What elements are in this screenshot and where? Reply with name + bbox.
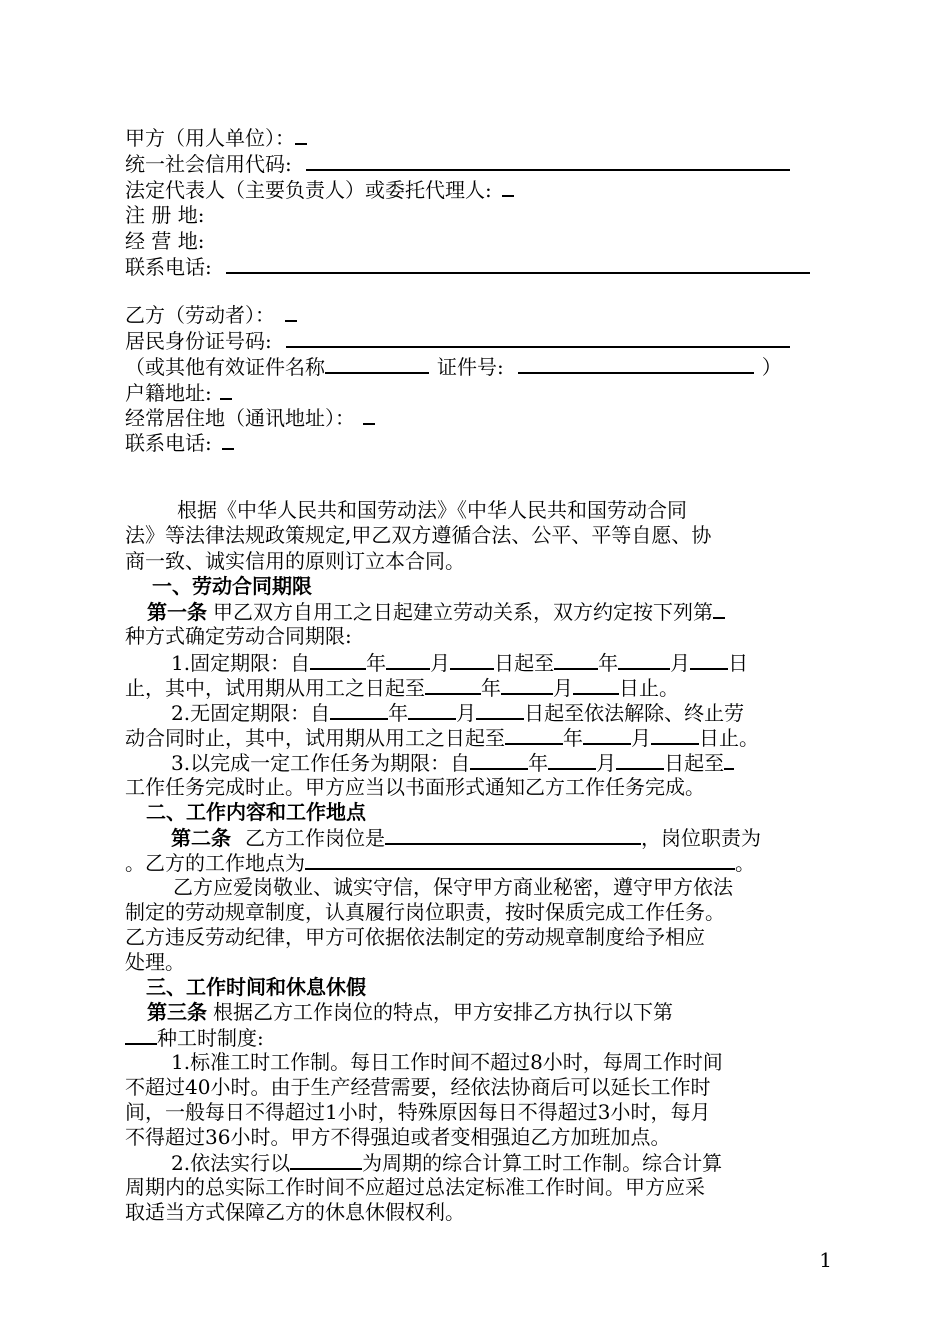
article-1-label: 第一条 bbox=[147, 600, 207, 623]
party-b-phone-row bbox=[125, 430, 835, 454]
probation-month-blank[interactable] bbox=[501, 675, 553, 695]
article-2-para-line: 乙方应爱岗敬业、诚实守信，保守甲方商业秘密，遵守甲方依法 bbox=[173, 875, 733, 899]
article-2-text: 乙方工作岗位是 bbox=[245, 826, 385, 849]
party-b-id-row bbox=[125, 328, 835, 352]
year-unit: 年 bbox=[388, 701, 409, 724]
preamble-line: 法》等法律法规政策规定,甲乙双方遵循合法、公平、平等自愿、协 bbox=[125, 523, 712, 547]
article-1-line-1 bbox=[125, 599, 835, 623]
section-1-title: 一、劳动合同期限 bbox=[152, 574, 312, 598]
party-b-name-row bbox=[125, 302, 835, 326]
article-2-label: 第二条 bbox=[171, 826, 231, 849]
party-b-phone-blank[interactable] bbox=[222, 430, 234, 450]
op-address-label: 经 营 地: bbox=[125, 229, 205, 253]
id-number-blank[interactable] bbox=[286, 328, 790, 348]
task-term-label: 3.以完成一定工作任务为期限：自 bbox=[171, 751, 471, 774]
legal-rep-blank[interactable] bbox=[502, 177, 514, 197]
reg-address-label: 注 册 地: bbox=[125, 203, 205, 227]
other-id-number-blank[interactable] bbox=[518, 354, 754, 374]
party-a-op-row bbox=[125, 229, 835, 253]
fixed-end-year-blank[interactable] bbox=[554, 650, 598, 670]
open-term-line-1 bbox=[125, 700, 835, 724]
party-a-phone-row bbox=[125, 254, 835, 278]
party-b-other-id-row bbox=[125, 354, 835, 378]
fixed-start-day-blank[interactable] bbox=[450, 650, 494, 670]
standard-hours-line: 间，一般每日不得超过1小时，特殊原因每日不得超过3小时，每月 bbox=[125, 1100, 711, 1124]
party-a-name-blank[interactable] bbox=[295, 125, 307, 145]
open-probation-text: 动合同时止，其中，试用期从用工之日起至 bbox=[125, 726, 505, 749]
year-unit: 年 bbox=[598, 651, 619, 674]
probation-day-blank[interactable] bbox=[573, 675, 619, 695]
task-start-day-blank[interactable] bbox=[616, 750, 664, 770]
task-end-blank[interactable] bbox=[724, 750, 734, 770]
article-2-duty-text: ，岗位职责为 bbox=[641, 826, 761, 849]
comprehensive-hours-text-2: 为周期的综合计算工时工作制。综合计算 bbox=[362, 1151, 723, 1174]
work-location-blank[interactable] bbox=[305, 850, 735, 870]
month-unit: 月 bbox=[670, 651, 691, 674]
job-position-blank[interactable] bbox=[385, 825, 641, 845]
task-start-year-blank[interactable] bbox=[470, 750, 528, 770]
article-2-para-line: 处理。 bbox=[125, 950, 185, 974]
article-1-choice-blank[interactable] bbox=[713, 599, 725, 619]
task-term-line-2: 工作任务完成时止。甲方应当以书面形式通知乙方工作任务完成。 bbox=[125, 775, 705, 799]
month-unit: 月 bbox=[631, 726, 651, 749]
task-term-line-1 bbox=[125, 750, 835, 774]
task-term-text: 日起至 bbox=[664, 751, 725, 774]
probation-text: 止，其中，试用期从用工之日起至 bbox=[125, 676, 425, 699]
article-3-line-2 bbox=[125, 1025, 835, 1049]
month-unit: 月 bbox=[430, 651, 451, 674]
comprehensive-hours-line-1 bbox=[125, 1150, 835, 1174]
fixed-term-line-1 bbox=[125, 650, 835, 674]
residence-blank[interactable] bbox=[363, 405, 375, 425]
open-start-month-blank[interactable] bbox=[408, 700, 456, 720]
article-2-para-line: 制定的劳动规章制度，认真履行岗位职责，按时保质完成工作任务。 bbox=[125, 900, 725, 924]
article-2-line-1 bbox=[125, 825, 835, 849]
open-term-label: 2.无固定期限：自 bbox=[171, 701, 331, 724]
credit-code-blank[interactable] bbox=[306, 151, 790, 171]
year-unit: 年 bbox=[563, 726, 583, 749]
fixed-start-month-blank[interactable] bbox=[386, 650, 430, 670]
year-unit: 年 bbox=[481, 676, 501, 699]
fixed-term-label: 1.固定期限：自 bbox=[171, 651, 311, 674]
credit-code-label: 统一社会信用代码: bbox=[125, 152, 292, 175]
page-number: 1 bbox=[819, 1248, 832, 1272]
article-2-line-2 bbox=[125, 850, 835, 874]
period-mark: 。 bbox=[735, 851, 755, 874]
party-b-name-label: 乙方（劳动者）： bbox=[125, 303, 275, 326]
party-a-phone-blank[interactable] bbox=[226, 254, 810, 274]
other-id-number-label: 证件号: bbox=[437, 355, 504, 378]
comprehensive-period-blank[interactable] bbox=[290, 1150, 362, 1170]
section-2-title: 二、工作内容和工作地点 bbox=[146, 800, 366, 824]
article-1-text: 甲乙双方自用工之日起建立劳动关系，双方约定按下列第 bbox=[213, 600, 713, 623]
article-3-text: 根据乙方工作岗位的特点，甲方安排乙方执行以下第 bbox=[213, 1000, 673, 1024]
day-end-unit: 日止。 bbox=[619, 676, 679, 699]
article-3-line-1 bbox=[125, 1000, 835, 1024]
party-b-phone-label: 联系电话: bbox=[125, 431, 212, 454]
fixed-end-month-blank[interactable] bbox=[618, 650, 670, 670]
party-a-rep-row bbox=[125, 177, 835, 201]
work-location-label: 。乙方的工作地点为 bbox=[125, 851, 305, 874]
comprehensive-hours-line: 取适当方式保障乙方的休息休假权利。 bbox=[125, 1200, 465, 1224]
comprehensive-hours-line: 周期内的总实际工作时间不应超过总法定标准工作时间。甲方应采 bbox=[125, 1175, 705, 1199]
year-unit: 年 bbox=[528, 751, 549, 774]
open-start-day-blank[interactable] bbox=[476, 700, 524, 720]
month-unit: 月 bbox=[456, 701, 477, 724]
month-unit: 月 bbox=[596, 751, 617, 774]
open-probation-day-blank[interactable] bbox=[651, 725, 699, 745]
comprehensive-hours-text: 2.依法实行以 bbox=[171, 1151, 291, 1174]
fixed-term-line-2 bbox=[125, 675, 835, 699]
legal-rep-label: 法定代表人（主要负责人）或委托代理人: bbox=[125, 178, 492, 201]
id-number-label: 居民身份证号码: bbox=[125, 329, 272, 352]
preamble-line: 商一致、诚实信用的原则订立本合同。 bbox=[125, 549, 465, 573]
article-1-line-2: 种方式确定劳动合同期限: bbox=[125, 624, 352, 648]
probation-year-blank[interactable] bbox=[425, 675, 481, 695]
article-2-para-line: 乙方违反劳动纪律，甲方可依据依法制定的劳动规章制度给予相应 bbox=[125, 925, 705, 949]
party-a-name-label: 甲方（用人单位）： bbox=[125, 126, 295, 149]
standard-hours-line: 1.标准工时工作制。每日工作时间不超过8小时，每周工作时间 bbox=[171, 1050, 723, 1074]
task-start-month-blank[interactable] bbox=[548, 750, 596, 770]
household-blank[interactable] bbox=[220, 380, 232, 400]
party-a-phone-label: 联系电话: bbox=[125, 255, 212, 278]
party-a-reg-row bbox=[125, 203, 835, 227]
open-probation-month-blank[interactable] bbox=[583, 725, 631, 745]
fixed-end-day-blank[interactable] bbox=[690, 650, 728, 670]
month-unit: 月 bbox=[553, 676, 573, 699]
open-term-text: 日起至依法解除、终止劳 bbox=[524, 701, 745, 724]
work-hour-system-text: 种工时制度: bbox=[157, 1026, 264, 1049]
open-start-year-blank[interactable] bbox=[330, 700, 388, 720]
standard-hours-line: 不超过40小时。由于生产经营需要，经依法协商后可以延长工作时 bbox=[125, 1075, 711, 1099]
other-id-name-blank[interactable] bbox=[325, 354, 429, 374]
party-a-name-row bbox=[125, 125, 835, 149]
day-unit: 日 bbox=[728, 651, 749, 674]
party-b-name-blank[interactable] bbox=[285, 302, 297, 322]
residence-label: 经常居住地（通讯地址）： bbox=[125, 406, 355, 429]
household-label: 户籍地址: bbox=[125, 381, 212, 404]
preamble-line: 根据《中华人民共和国劳动法》《中华人民共和国劳动合同 bbox=[177, 498, 687, 522]
year-unit: 年 bbox=[366, 651, 387, 674]
party-b-household-row bbox=[125, 380, 835, 404]
other-id-suffix: ） bbox=[761, 355, 782, 378]
other-id-prefix: （或其他有效证件名称 bbox=[125, 355, 325, 378]
day-to-unit: 日起至 bbox=[494, 651, 555, 674]
party-b-residence-row bbox=[125, 405, 835, 429]
fixed-start-year-blank[interactable] bbox=[310, 650, 366, 670]
open-probation-year-blank[interactable] bbox=[505, 725, 563, 745]
section-3-title: 三、工作时间和休息休假 bbox=[146, 975, 366, 999]
day-end-unit: 日止。 bbox=[699, 726, 759, 749]
party-a-credit-code-row bbox=[125, 151, 835, 175]
article-3-label: 第三条 bbox=[147, 1000, 207, 1024]
work-hour-choice-blank[interactable] bbox=[125, 1025, 157, 1045]
standard-hours-line: 不得超过36小时。甲方不得强迫或者变相强迫乙方加班加点。 bbox=[125, 1125, 671, 1149]
open-term-line-2 bbox=[125, 725, 835, 749]
